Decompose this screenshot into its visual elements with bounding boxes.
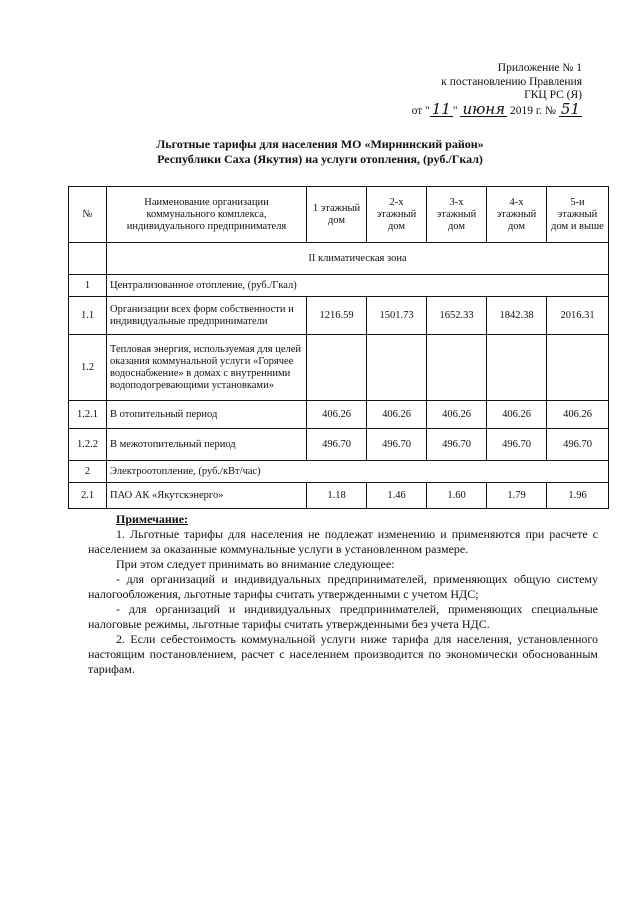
row-num: 1.1 [69, 297, 107, 335]
resolution-reference: к постановлению Правления [441, 75, 582, 88]
header-organization: Наименование организации коммунального комплекса, индивидуального предпринимателя [107, 187, 307, 243]
date-separator: " [452, 104, 458, 117]
table-row [69, 461, 609, 483]
note-paragraph: 2. Если себестоимость коммунальной услуги ниже тарифа для населения, установленного настоящим постановлением, расчет с населением производится по экономически обоснованным тарифам. [88, 632, 598, 676]
zone-label: II климатическая зона [107, 243, 609, 275]
value-floor-2: 496.70 [367, 429, 427, 461]
empty-cell [367, 335, 427, 401]
date-line [322, 99, 582, 119]
issuer-label: ГКЦ РС (Я) [524, 89, 582, 101]
value-floor-1: 496.70 [307, 429, 367, 461]
header-floor-1: 1 этажный дом [307, 187, 367, 243]
row-name: В межотопительный период [107, 429, 307, 461]
empty-cell [547, 335, 609, 401]
note-paragraph: 1. Льготные тарифы для населения не подлежат изменению и применяются при расчете с населением за оказанные коммунальные услуги в установленном размере. [88, 527, 598, 556]
title-line-2: Республики Саха (Якутия) на услуги отопления, (руб./Гкал) [157, 152, 483, 166]
value-floor-3: 1.60 [427, 483, 487, 509]
value-floor-5: 2016.31 [547, 297, 609, 335]
handwritten-number: 51 [560, 99, 580, 118]
value-floor-2: 1.46 [367, 483, 427, 509]
date-prefix: от " [411, 104, 430, 117]
appendix-label: Приложение № 1 [497, 62, 582, 74]
value-floor-1: 1216.59 [307, 297, 367, 335]
value-floor-1: 406.26 [307, 401, 367, 429]
value-floor-1: 1.18 [307, 483, 367, 509]
row-num: 1 [69, 275, 107, 297]
title-line-1: Льготные тарифы для населения МО «Мирнинский район» [156, 137, 484, 151]
zone-empty-cell [69, 243, 107, 275]
row-name: ПАО АК «Якутскэнерго» [107, 483, 307, 509]
tariff-table [68, 186, 609, 509]
value-floor-3: 406.26 [427, 401, 487, 429]
value-floor-4: 1842.38 [487, 297, 547, 335]
note-paragraph: - для организаций и индивидуальных предпринимателей, применяющих общую систему налогообложения, льготные тарифы считать утвержденными с учетом НДС; [88, 572, 598, 601]
note-paragraph: - для организаций и индивидуальных предпринимателей, применяющих специальные налоговые режимы, льготные тарифы считать утвержденными без учета НДС. [88, 602, 598, 631]
empty-cell [427, 335, 487, 401]
row-name: Электроотопление, (руб./кВт/час) [107, 461, 609, 483]
row-num: 1.2.2 [69, 429, 107, 461]
header-floor-4: 4-х этажный дом [487, 187, 547, 243]
document-title [60, 137, 580, 167]
handwritten-day: 11 [431, 99, 451, 118]
row-num: 2.1 [69, 483, 107, 509]
row-name: Тепловая энергия, используемая для целей оказания коммунальной услуги «Горячее водоснабжение» в домах с внутренними водоподогревающими установками» [107, 335, 307, 401]
table-row [69, 297, 609, 335]
value-floor-5: 1.96 [547, 483, 609, 509]
row-name: В отопительный период [107, 401, 307, 429]
year-number-label: 2019 г. № [510, 104, 557, 117]
document-header [322, 62, 582, 118]
header-floor-2: 2-х этажный дом [367, 187, 427, 243]
table-row [69, 335, 609, 401]
table-header-row [69, 187, 609, 243]
header-floor-5: 5-и этажный дом и выше [547, 187, 609, 243]
row-num: 1.2 [69, 335, 107, 401]
value-floor-5: 406.26 [547, 401, 609, 429]
value-floor-3: 496.70 [427, 429, 487, 461]
zone-row [69, 243, 609, 275]
value-floor-4: 406.26 [487, 401, 547, 429]
value-floor-4: 1.79 [487, 483, 547, 509]
notes-heading: Примечание: [116, 512, 189, 526]
value-floor-5: 496.70 [547, 429, 609, 461]
value-floor-4: 496.70 [487, 429, 547, 461]
row-num: 1.2.1 [69, 401, 107, 429]
notes-section [88, 512, 598, 677]
header-floor-3: 3-х этажный дом [427, 187, 487, 243]
table-row [69, 401, 609, 429]
table-row [69, 275, 609, 297]
handwritten-month: июня [462, 99, 506, 118]
value-floor-2: 1501.73 [367, 297, 427, 335]
row-name: Централизованное отопление, (руб./Гкал) [107, 275, 609, 297]
value-floor-3: 1652.33 [427, 297, 487, 335]
empty-cell [487, 335, 547, 401]
header-num: № [69, 187, 107, 243]
table-row [69, 483, 609, 509]
empty-cell [307, 335, 367, 401]
value-floor-2: 406.26 [367, 401, 427, 429]
row-name: Организации всех форм собственности и индивидуальные предприниматели [107, 297, 307, 335]
row-num: 2 [69, 461, 107, 483]
note-paragraph: При этом следует принимать во внимание следующее: [116, 557, 395, 571]
table-row [69, 429, 609, 461]
